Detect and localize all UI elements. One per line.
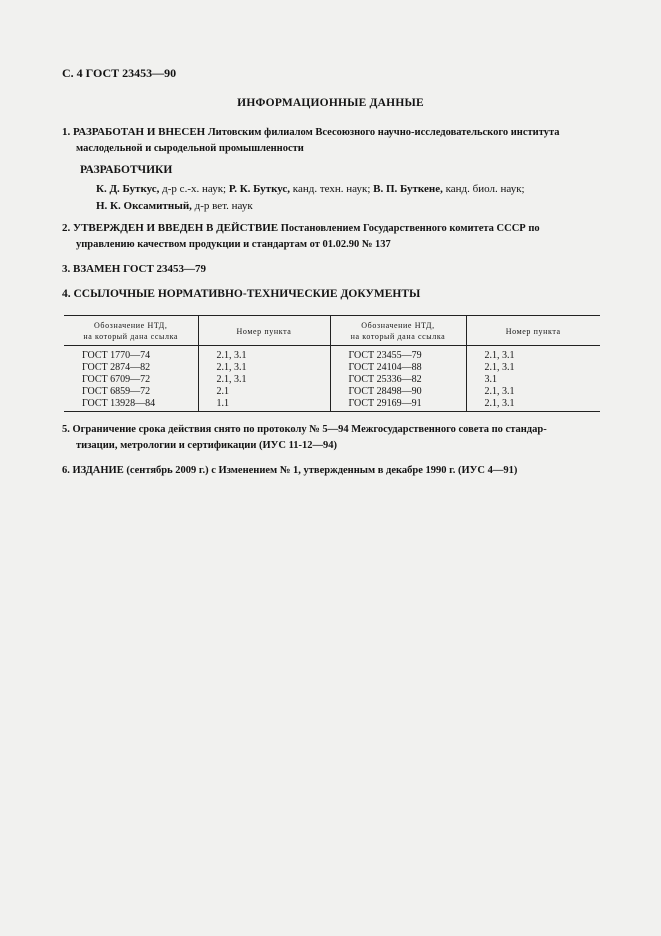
- section-5-text: 5. Ограничение срока действия снято по протоколу № 5—94 Межгосударственного совета по стандар-: [62, 424, 547, 435]
- table-cell: ГОСТ 28498—90: [330, 386, 466, 398]
- table-row: [64, 398, 600, 412]
- table-row: [64, 386, 600, 398]
- table-cell: 2.1, 3.1: [466, 398, 600, 412]
- table-cell: ГОСТ 29169—91: [330, 398, 466, 412]
- developer-degree: д-р с.-х. наук;: [159, 183, 229, 195]
- table-cell: ГОСТ 1770—74: [82, 350, 151, 361]
- section-2-lead: 2. УТВЕРЖДЕН И ВВЕДЕН В ДЕЙСТВИЕ: [62, 222, 279, 234]
- column-header: Номер пункта: [198, 316, 330, 346]
- table-row: [64, 362, 600, 374]
- developers-heading: РАЗРАБОТЧИКИ: [80, 164, 173, 176]
- section-2-text-cont: управлению качеством продукции и стандартам от 01.02.90 № 137: [76, 239, 391, 250]
- references-table: [64, 315, 600, 412]
- table-cell: 2.1: [198, 386, 330, 398]
- developer-name: Р. К. Буткус,: [228, 183, 291, 195]
- table-cell: ГОСТ 6709—72: [82, 374, 151, 385]
- developer-degree: д-р вет. наук: [191, 200, 253, 212]
- table-cell: 2.1, 3.1: [466, 346, 600, 363]
- table-cell: ГОСТ 13928—84: [64, 398, 198, 412]
- page-header: С. 4 ГОСТ 23453—90: [62, 66, 177, 80]
- table-cell: 2.1, 3.1: [198, 374, 330, 386]
- table-cell: 2.1, 3.1: [198, 362, 330, 374]
- table-cell: 2.1, 3.1: [466, 386, 600, 398]
- table-header-row: [64, 316, 600, 346]
- table-cell: ГОСТ 25336—82: [330, 374, 466, 386]
- developer-name: Н. К. Оксамитный,: [96, 200, 192, 212]
- table-cell: 1.1: [198, 398, 330, 412]
- column-header: Обозначение НТД, на который дана ссылка: [64, 316, 198, 346]
- table-cell: 3.1: [466, 374, 600, 386]
- developer-name: В. П. Буткене,: [373, 183, 443, 195]
- page-title: ИНФОРМАЦИОННЫЕ ДАННЫЕ: [237, 97, 424, 109]
- table-row: [64, 346, 600, 363]
- table-cell: 2.1, 3.1: [466, 362, 600, 374]
- section-1-lead: 1. РАЗРАБОТАН И ВНЕСЕН: [62, 126, 206, 138]
- section-3: 3. ВЗАМЕН ГОСТ 23453—79: [62, 263, 207, 275]
- table-cell: ГОСТ 24104—88: [330, 362, 466, 374]
- table-row: [64, 374, 600, 386]
- section-4-heading: 4. ССЫЛОЧНЫЕ НОРМАТИВНО-ТЕХНИЧЕСКИЕ ДОКУМЕНТЫ: [62, 288, 421, 300]
- developers-list: [96, 181, 606, 215]
- developer-degree: канд. техн. наук;: [290, 183, 374, 195]
- table-cell: ГОСТ 23455—79: [330, 346, 466, 363]
- section-2: [62, 220, 607, 253]
- developer-degree: канд. биол. наук;: [442, 183, 525, 195]
- table-cell: ГОСТ 2874—82: [82, 362, 151, 373]
- section-5-text-cont: тизации, метрологии и сертификации (ИУС 11-12—94): [76, 440, 338, 451]
- table-cell: 2.1, 3.1: [198, 346, 330, 363]
- section-1: [62, 124, 607, 157]
- column-header: Номер пункта: [466, 316, 600, 346]
- section-1-text: Литовским филиалом Всесоюзного научно-исследовательского института: [205, 127, 560, 138]
- section-1-text-cont: маслодельной и сыродельной промышленности: [76, 143, 304, 154]
- section-2-text: Постановлением Государственного комитета СССР по: [278, 223, 540, 234]
- column-header: Обозначение НТД, на который дана ссылка: [330, 316, 466, 346]
- section-5: [62, 422, 607, 454]
- table-cell: ГОСТ 6859—72: [82, 386, 151, 397]
- section-6: 6. ИЗДАНИЕ (сентябрь 2009 г.) с Изменением № 1, утвержденным в декабре 1990 г. (ИУС 4—91): [62, 465, 518, 476]
- developer-name: К. Д. Буткус,: [96, 183, 160, 195]
